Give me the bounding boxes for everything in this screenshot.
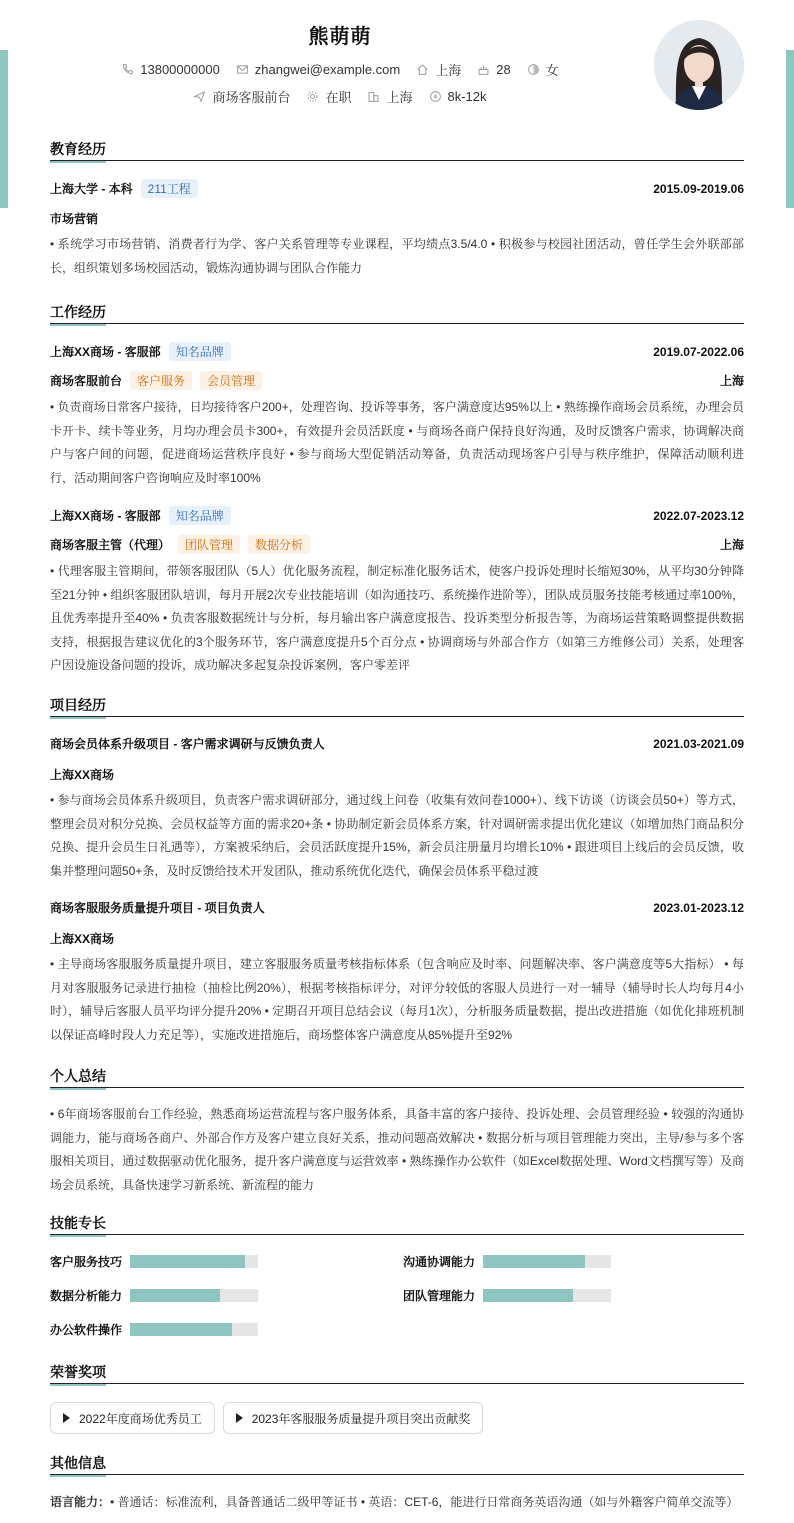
skill-bar-fill [130,1323,232,1336]
work-description: • 代理客服主管期间，带领客服团队（5人）优化服务流程，制定标准化服务话术，使客户投诉处理时长缩短30%，从平均30分钟降至21分钟 • 组织客服团队培训，每月开展2次专业技能培训（如沟通技巧、系统操作进阶等），团队成员服务技能考核通过率100%，且优秀率提升至40% • 负责客服数据统计与分析，每月输出客户满意度报告、投诉类型分析报告等，为商场运营策略调整提供数据支持，根据报告建议优化的3个服务环节，客户满意度提升5个百分点 • 协调商场与外部合作方（如第三方维修公司）关系，处理客户因设施设备问题的投诉，成功解决多起复杂投诉案例，客户零差评 [50,564,744,672]
education-header-row [50,179,744,198]
avatar [654,20,744,110]
work-company: 上海XX商场 - 客服部 [50,345,161,359]
language-label: 语言能力： [50,1495,111,1509]
work-description: • 负责商场日常客户接待，日均接待客户200+，处理咨询、投诉等事务，客户满意度达95%以上 • 熟练操作商场会员系统，办理会员卡开卡、续卡等业务，月均办理会员卡300+，有效提升会员活跃度 • 与商场各商户保持良好沟通，及时反馈客户需求，协调解决商户与客户间的问题，促进商场运营秩序良好 • 参与商场大型促销活动筹备，负责活动现场客户引导与秩序维护，保障活动顺利进行，活动期间客户咨询响应及时率100% [50,400,744,485]
section-title-awards: 荣誉奖项 [50,1361,744,1384]
skill-bar [130,1289,258,1302]
work-role: 商场客服主管（代理） [50,538,171,552]
city-item [416,60,461,79]
award-item[interactable] [50,1402,215,1434]
company-tag: 知名品牌 [169,342,231,361]
resume-header [0,0,794,130]
award-label: 2023年客服服务质量提升项目突出贡献奖 [251,1411,471,1426]
work-company-row [50,506,744,525]
project-org-row [50,766,744,783]
school-tag: 211工程 [141,179,198,198]
section-title-projects: 项目经历 [50,694,744,717]
skill-bar [130,1323,258,1336]
skill-name: 办公软件操作 [50,1323,123,1337]
work-role-row [50,535,744,554]
award-label: 2022年度商场优秀员工 [79,1411,202,1426]
skill-name: 客户服务技巧 [50,1255,123,1269]
other-section [50,1452,744,1515]
job-text: 商场客服前台 [212,90,291,105]
age-item [477,62,510,77]
award-item[interactable] [223,1402,484,1434]
project-description: • 主导商场客服服务质量提升项目，建立客服服务质量考核指标体系（包含响应及时率、问题解决率、客户满意度等5大指标） • 每月对客服服务记录进行抽检（抽检比例20%），根据考核指标评分，对评分较低的客服人员进行一对一辅导（辅导时长人均每月4小时），辅导后客服人员平均评分提升20% • 定期召开项目总结会议（每月1次），分析服务质量数据，提出改进措施（如优化排班机制以保证高峰时段人力充足等），实施改进措施后，商场整体客户满意度从85%提升至92% [50,957,744,1042]
gender-item [527,60,559,79]
project-org: 上海XX商场 [50,768,115,782]
skill-bar-fill [483,1255,585,1268]
skill-name: 沟通协调能力 [403,1255,476,1269]
coin-icon [429,90,442,103]
work-date: 2019.07-2022.06 [653,344,744,359]
project-header-row [50,899,744,916]
projects-section [50,694,744,1047]
skill-item [403,1253,611,1270]
send-icon [193,90,206,103]
skill-item [50,1253,258,1270]
mail-icon [236,63,249,76]
work-company-row [50,342,744,361]
major-name: 市场营销 [50,212,99,226]
project-name: 商场会员体系升级项目 - 客户需求调研与反馈负责人 [50,737,325,751]
role-tag: 数据分析 [248,535,310,554]
education-description: • 系统学习市场营销、消费者行为学、客户关系管理等专业课程，平均绩点3.5/4.0 • 积极参与校园社团活动，曾任学生会外联部部长，组织策划多场校园活动，锻炼沟通协调与团队合作能力 [50,237,744,275]
phone-text: 13800000000 [140,62,220,77]
skill-bar [130,1255,258,1268]
city-text: 上海 [435,63,462,78]
role-tag: 团队管理 [178,535,240,554]
skill-name: 数据分析能力 [50,1289,123,1303]
project-header-row [50,735,744,752]
summary-section [50,1065,744,1197]
work-role-row [50,371,744,390]
project-name: 商场客服服务质量提升项目 - 项目负责人 [50,901,265,915]
language-row [50,1491,744,1515]
salary-text: 8k-12k [447,89,487,104]
section-title-education: 教育经历 [50,138,744,161]
work-role: 商场客服前台 [50,374,123,388]
skill-bar [483,1289,611,1302]
skills-section [50,1212,744,1235]
contact-row [0,60,680,79]
awards-section [50,1361,744,1384]
section-title-summary: 个人总结 [50,1065,744,1088]
skill-name: 团队管理能力 [403,1289,476,1303]
gear-icon [306,90,319,103]
status-text: 在职 [325,90,352,105]
role-tag: 客户服务 [130,371,192,390]
candidate-name: 熊萌萌 [308,26,372,48]
work-location: 上海 [719,538,744,552]
education-section [50,138,744,280]
skill-bar-fill [130,1255,245,1268]
project-org-row [50,930,744,947]
age-text: 28 [496,62,511,77]
phone-icon [121,63,134,76]
status-item [306,87,351,106]
cake-icon [477,63,490,76]
phone-item [121,62,220,77]
summary-description: • 6年商场客服前台工作经验，熟悉商场运营流程与客户服务体系，具备丰富的客户接待、投诉处理、会员管理经验 • 较强的沟通协调能力，能与商场各商户、外部合作方及客户建立良好关系，推动问题高效解决 • 数据分析与项目管理能力突出，主导/参与多个客服相关项目，通过数据驱动优化服务，提升客户满意度与运营效率 • 熟练操作办公软件（如Excel数据处理、Word文档撰写等）及商场会员系统，具备快速学习新系统、新流程的能力 [50,1107,744,1192]
skill-item [50,1321,258,1338]
work-location: 上海 [719,374,744,388]
work-date: 2022.07-2023.12 [653,508,744,523]
target-city-text: 上海 [386,90,413,105]
target-city-item [367,87,412,106]
skill-bar-fill [483,1289,573,1302]
project-date: 2023.01-2023.12 [653,900,744,915]
salary-item [429,89,487,104]
job-intent-row [0,87,680,106]
section-title-skills: 技能专长 [50,1212,744,1235]
awards-list [50,1402,491,1434]
company-tag: 知名品牌 [169,506,231,525]
school-name: 上海大学 - 本科 [50,182,133,196]
job-item [193,87,290,106]
skill-bar [483,1255,611,1268]
major-row [50,210,744,227]
work-company: 上海XX商场 - 客服部 [50,509,161,523]
home-icon [416,63,429,76]
email-text: zhangwei@example.com [254,62,401,77]
gender-icon [527,63,540,76]
gender-text: 女 [545,63,559,78]
play-icon [63,1413,70,1423]
avatar-portrait [654,20,744,110]
section-title-work: 工作经历 [50,301,744,324]
language-description: • 普通话：标准流利，具备普通话二级甲等证书 • 英语：CET-6，能进行日常商务英语沟通（如与外籍客户简单交流等） [110,1495,739,1509]
email-item [236,62,400,77]
play-icon [236,1413,243,1423]
work-section [50,301,744,678]
section-title-other: 其他信息 [50,1452,744,1475]
skill-item [403,1287,611,1304]
education-date: 2015.09-2019.06 [653,181,744,196]
skill-bar-fill [130,1289,220,1302]
project-date: 2021.03-2021.09 [653,736,744,751]
building-icon [367,90,380,103]
project-org: 上海XX商场 [50,932,115,946]
skill-item [50,1287,258,1304]
project-description: • 参与商场会员体系升级项目，负责客户需求调研部分，通过线上问卷（收集有效问卷1000+）、线下访谈（访谈会员50+）等方式，整理会员对积分兑换、会员权益等方面的需求20+条 • 协助制定新会员体系方案，针对调研需求提出优化建议（如增加热门商品积分兑换、提升会员生日礼遇等），方案被采纳后，会员活跃度提升15%，新会员注册量月均增长10% • 跟进项目上线后的会员反馈，收集并整理问题50+条，及时反馈给技术开发团队，推动系统优化迭代，确保会员体系平稳过渡 [50,793,744,878]
role-tag: 会员管理 [200,371,262,390]
